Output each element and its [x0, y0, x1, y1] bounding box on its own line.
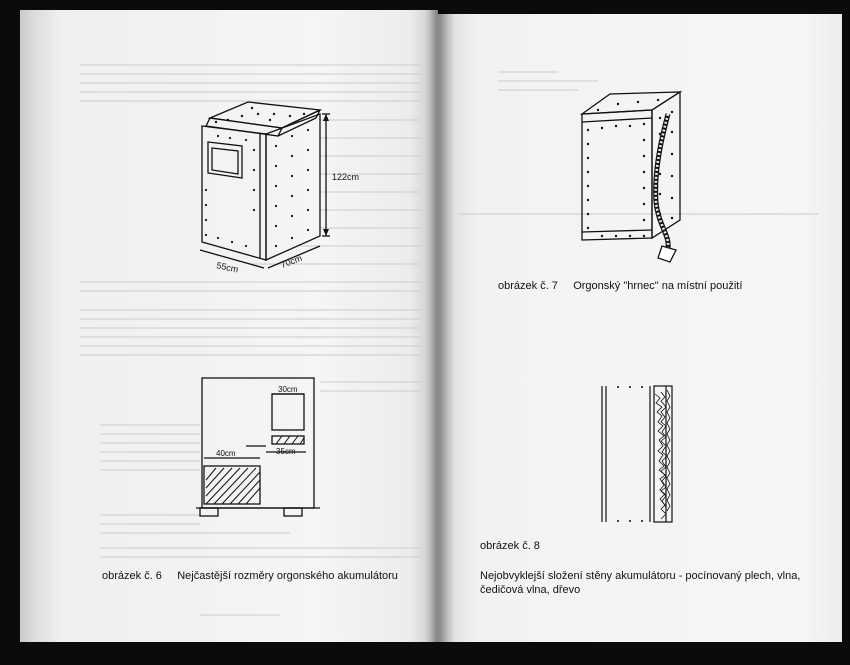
dim-top-label: 30cm: [278, 385, 298, 394]
figure-accumulator-dimensions: [20, 10, 438, 642]
figure7-number: obrázek č. 7: [498, 280, 558, 292]
dim-height-label: 122cm: [332, 172, 360, 182]
figure6-text: Nejčastější rozměry orgonského akumulátoru: [177, 570, 398, 582]
figure6-caption: [102, 570, 398, 582]
basalt-wool-texture: [655, 390, 670, 519]
dim-inner-label: 35cm: [276, 447, 296, 456]
left-page: [20, 10, 438, 642]
figure8-text: Nejobvyklejší složení stěny akumulátoru - pocínovaný plech, vlna, čedičová vlna, dřevo: [480, 570, 801, 596]
book-spine-shadow: [425, 10, 455, 644]
dim-depth-label: 70cm: [279, 252, 304, 270]
dim-width-label: 55cm: [215, 260, 240, 275]
figure6-number: obrázek č. 6: [102, 570, 162, 582]
figure7-text: Orgonský "hrnec" na místní použití: [573, 280, 743, 292]
dim-bottom-label: 40cm: [216, 449, 236, 458]
figure8-number: obrázek č. 8: [480, 540, 540, 552]
right-page: [438, 14, 842, 642]
